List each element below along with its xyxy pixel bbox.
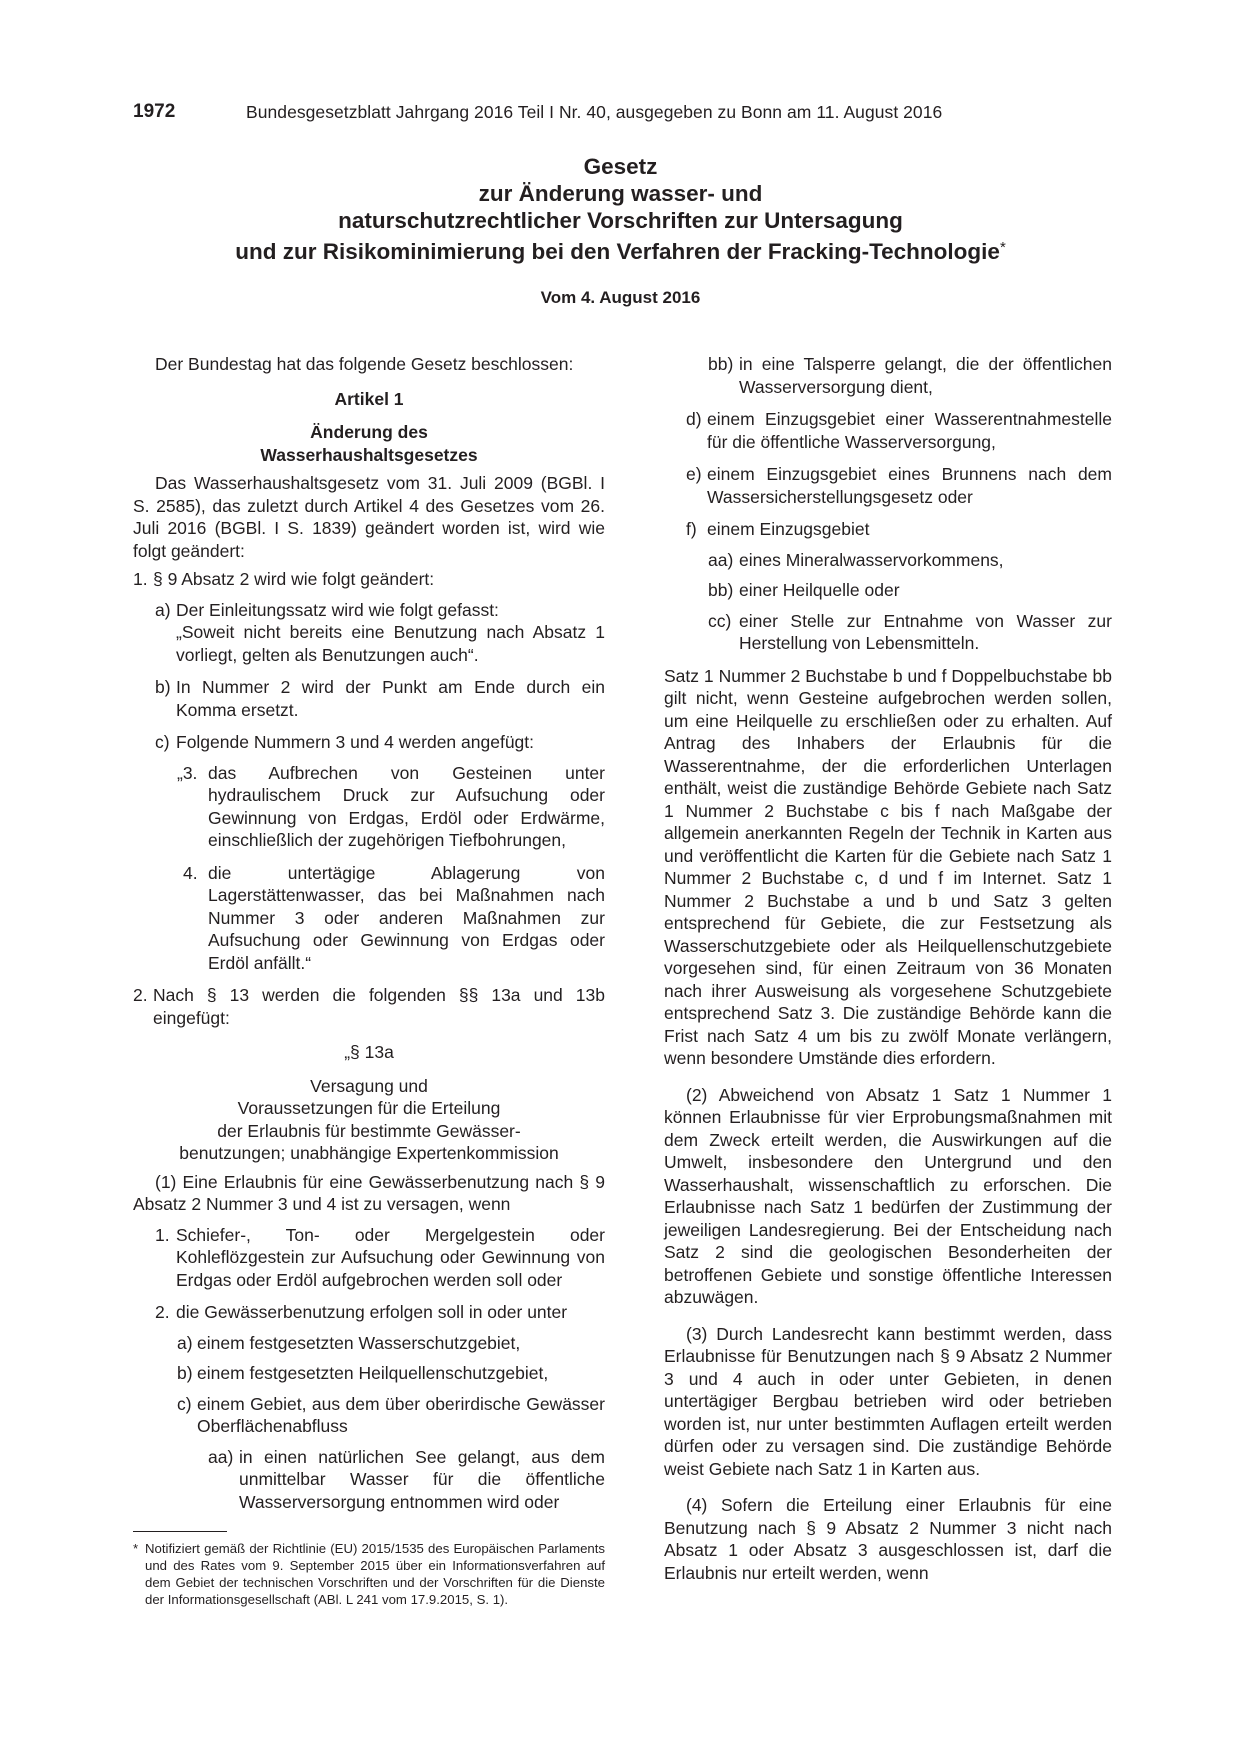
paragraph-2: (2) Abweichend von Absatz 1 Satz 1 Nummer 1 können Erlaubnisse für vier Erprobungsmaßnahmen mit dem Zweck erteilt werden, die Auswirkungen auf die Umwelt, insbesondere den Untergrund und den Wasserhaushalt, wissenschaftlich zu erforschen. Die Erlaubnisse nach Satz 1 bedürfen der Zustimmung der jeweiligen Landesregierung. Bei der Entscheidung nach Satz 2 sind die geologischen Besonderheiten der betroffenen Gebiete und sonstige öffentliche Interessen abzuwägen. [664, 1084, 1112, 1307]
list-marker: „3. [177, 762, 198, 783]
list-marker: c) [177, 1393, 192, 1414]
list-marker: a) [155, 599, 171, 620]
gazette-line: Bundesgesetzblatt Jahrgang 2016 Teil I Nr. 40, ausgegeben zu Bonn am 11. August 2016 [246, 102, 943, 122]
list-marker: bb) [708, 354, 734, 374]
list-marker: f) [686, 519, 697, 539]
page-number: 1972 [133, 101, 176, 122]
list-text: einem Gebiet, aus dem über oberirdische Gewässer Oberflächenabfluss [197, 1393, 605, 1436]
law-title [0, 153, 1241, 265]
amendment-intro: Das Wasserhaushaltsgesetz vom 31. Juli 2009 (BGBl. I S. 2585), das zuletzt durch Artikel 4 des Gesetzes vom 26. Juli 2016 (BGBl. I S. 1839) geändert worden ist, wird wie folgt geändert: [133, 473, 605, 561]
footnote-text: Notifiziert gemäß der Richtlinie (EU) 2015/1535 des Europäischen Parlaments und des Rates vom 9. September 2015 über ein Informationsverfahren auf dem Gebiet der technischen Vorschriften und der Vorschriften für die Dienste der Informationsgesellschaft (ABl. L 241 vom 17.9.2015, S. 1). [145, 1541, 605, 1607]
list-text: Schiefer-, Ton- oder Mergelgestein oder Kohleflözgestein zur Aufsuchung oder Gewinnung von Erdgas oder Erdöl aufgebrochen werden soll oder [176, 1224, 605, 1290]
list-text: Der Einleitungssatz wird wie folgt gefasst: [176, 599, 499, 620]
list-item [664, 463, 1112, 508]
list-item [133, 568, 605, 591]
list-item [133, 1393, 605, 1438]
law-title-line: Gesetz [583, 154, 658, 179]
list-marker: 1. [155, 1224, 170, 1245]
list-item [133, 599, 605, 622]
list-marker: cc) [708, 610, 732, 631]
left-column [133, 353, 605, 1513]
section-title: benutzungen; unabhängige Expertenkommission [179, 1143, 559, 1163]
right-column [664, 353, 1112, 1584]
list-text: die untertägige Ablagerung von Lagerstättenwasser, das bei Maßnahmen nach Nummer 3 oder anderen Maßnahmen zur Aufsuchung oder Gewinnung von Erdgas oder Erdöl anfällt.“ [208, 862, 605, 973]
list-item [664, 518, 1112, 541]
footnote-divider [133, 1531, 227, 1532]
law-title-line: naturschutzrechtlicher Vorschriften zur Untersagung [338, 208, 903, 233]
list-marker: d) [686, 409, 702, 429]
article-heading: Artikel 1 [334, 388, 404, 409]
list-text: einer Heilquelle oder [739, 580, 900, 600]
section-title: der Erlaubnis für bestimmte Gewässer- [217, 1120, 521, 1141]
paragraph-4: (4) Sofern die Erteilung einer Erlaubnis für eine Benutzung nach § 9 Absatz 2 Nummer 3 nicht nach Absatz 1 oder Absatz 3 ausgeschlossen ist, darf die Erlaubnis nur erteilt werden, wenn [664, 1495, 1112, 1583]
list-item [664, 610, 1112, 655]
list-text: § 9 Absatz 2 wird wie folgt geändert: [153, 569, 435, 589]
list-marker: aa) [708, 549, 734, 570]
list-item [133, 731, 605, 754]
list-text: einer Stelle zur Entnahme von Wasser zur Herstellung von Lebensmitteln. [739, 610, 1112, 653]
list-text: einem Einzugsgebiet einer Wasserentnahmestelle für die öffentliche Wasserversorgung, [707, 409, 1112, 452]
list-item [133, 1446, 605, 1514]
list-item [664, 408, 1112, 453]
list-item [133, 1301, 605, 1324]
list-item [133, 862, 605, 975]
list-text: einem Einzugsgebiet eines Brunnens nach dem Wassersicherstellungsgesetz oder [707, 464, 1112, 507]
list-marker: b) [155, 677, 171, 697]
paragraph-continuation: Satz 1 Nummer 2 Buchstabe b und f Doppelbuchstabe bb gilt nicht, wenn Gesteine aufgebrochen werden sollen, um eine Heilquelle zu erschließen oder zu erhalten. Auf Antrag des Inhabers der Erlaubnis für die Wasserentnahme, der die erforderlichen Unterlagen enthält, weist die zuständige Behörde Gebiete nach Satz 1 Nummer 2 Buchstabe c bis f nach Maßgabe der allgemein anerkannten Regeln der Technik in Karten aus und veröffentlicht die Karten für die Gebiete nach Satz 1 Nummer 2 Buchstabe c, d und f im Internet. Satz 1 Nummer 2 Buchstabe a und b und Satz 3 gelten entsprechend für Gebiete, die zur Festsetzung als Wasserschutzgebiete oder als Heilquellenschutzgebiete vorgesehen sind, für einen Zeitraum von 36 Monaten nach ihrer Ausweisung als vorgesehene Schutzgebiete entsprechend Satz 3. Die zuständige Behörde kann die Frist nach Satz 4 um bis zu zwölf Monate verlängern, wenn besondere Umstände dies erfordern. [664, 665, 1112, 1068]
footnote [133, 1540, 605, 1608]
article-subheading: Wasserhaushaltsgesetzes [260, 444, 478, 465]
title-footnote-mark: * [999, 239, 1006, 256]
paragraph-3: (3) Durch Landesrecht kann bestimmt werden, dass Erlaubnisse für Benutzungen nach § 9 Absatz 2 Nummer 3 und 4 auch in oder unter Gebieten, in denen untertägiger Bergbau betrieben wird oder betrieben worden ist, nur unter bestimmten Auflagen erteilt werden dürfen oder zu versagen sind. Die zuständige Behörde weist Gebiete nach Satz 1 in Karten aus. [664, 1323, 1112, 1479]
list-text: das Aufbrechen von Gesteinen unter hydraulischem Druck zur Aufsuchung oder Gewinnung von Erdgas, Erdöl oder Erdwärme, einschließlich der zugehörigen Tiefbohrungen, [208, 762, 605, 850]
list-item [664, 579, 1112, 602]
list-text: Nach § 13 werden die folgenden §§ 13a und 13b eingefügt: [153, 985, 605, 1028]
list-item [133, 1362, 605, 1385]
list-marker: bb) [708, 580, 734, 600]
page-header [133, 101, 1111, 123]
list-text: In Nummer 2 wird der Punkt am Ende durch ein Komma ersetzt. [176, 677, 605, 720]
list-item [133, 676, 605, 721]
list-marker: b) [177, 1363, 193, 1383]
list-item [664, 549, 1112, 572]
list-marker: 1. [133, 569, 148, 589]
list-item [133, 984, 605, 1029]
paragraph-1: (1) Eine Erlaubnis für eine Gewässerbenutzung nach § 9 Absatz 2 Nummer 3 und 4 ist zu versagen, wenn [133, 1171, 605, 1214]
section-title: Versagung und [310, 1075, 428, 1096]
list-item [133, 1224, 605, 1292]
law-title-line-last: und zur Risikominimierung bei den Verfahren der Fracking-Technologie* [235, 239, 1006, 264]
list-marker: a) [177, 1332, 193, 1353]
list-text: die Gewässerbenutzung erfolgen soll in oder unter [176, 1302, 568, 1322]
section-number: „§ 13a [344, 1042, 394, 1062]
law-date: Vom 4. August 2016 [540, 288, 701, 307]
enactment-clause: Der Bundestag hat das folgende Gesetz beschlossen: [155, 354, 574, 374]
list-marker: 4. [183, 862, 198, 883]
law-title-line: zur Änderung wasser- und [478, 181, 763, 206]
list-text: Folgende Nummern 3 und 4 werden angefügt: [176, 732, 535, 752]
list-text: einem festgesetzten Heilquellenschutzgebiet, [197, 1363, 549, 1383]
list-item [664, 353, 1112, 398]
list-text: in einen natürlichen See gelangt, aus dem unmittelbar Wasser für die öffentliche Wasserversorgung entnommen wird oder [239, 1446, 605, 1512]
footnote-mark: * [133, 1541, 139, 1556]
list-marker: e) [686, 464, 702, 484]
section-title: Voraussetzungen für die Erteilung [237, 1098, 501, 1118]
list-marker: 2. [133, 985, 148, 1005]
list-marker: aa) [208, 1446, 234, 1467]
list-item [133, 1332, 605, 1355]
article-subheading: Änderung des [310, 422, 428, 442]
list-text: einem Einzugsgebiet [707, 519, 870, 539]
list-marker: 2. [155, 1302, 170, 1322]
list-text: in eine Talsperre gelangt, die der öffentlichen Wasserversorgung dient, [739, 354, 1112, 397]
list-item [133, 762, 605, 852]
list-marker: c) [155, 732, 170, 752]
quote-text: „Soweit nicht bereits eine Benutzung nach Absatz 1 vorliegt, gelten als Benutzungen auch“. [176, 622, 605, 665]
list-text: eines Mineralwasservorkommens, [739, 549, 1004, 570]
list-text: einem festgesetzten Wasserschutzgebiet, [197, 1332, 521, 1353]
